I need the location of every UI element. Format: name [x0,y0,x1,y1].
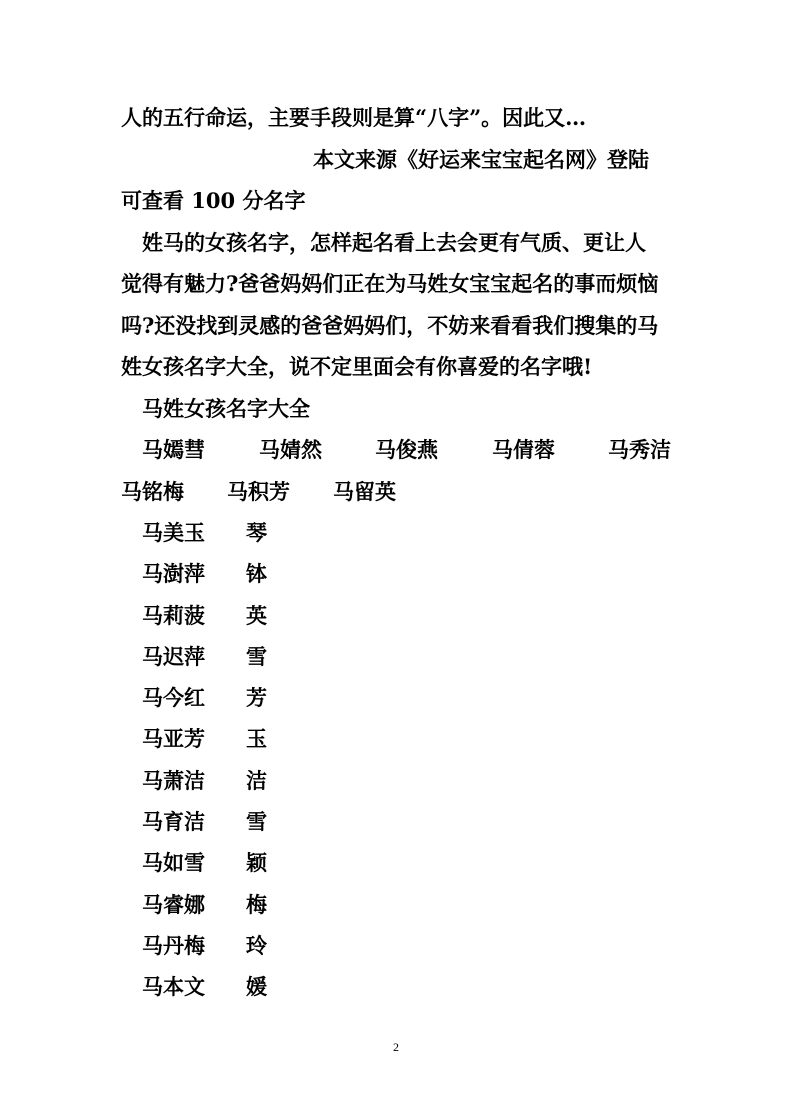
name-list [142,519,342,1015]
list-item [142,973,342,1014]
name-item: 马秀洁 [608,437,671,462]
list-name: 马萧洁 [142,767,205,793]
intro-line-2: 觉得有魅力?爸爸妈妈们正在为马姓女宝宝起名的事而烦恼 [121,271,659,296]
name-item: 马留英 [333,479,396,504]
list-name: 马澍萍 [142,561,205,587]
list-name: 马育洁 [142,809,205,835]
list-item [142,767,342,808]
list-name: 马本文 [142,974,205,1000]
intro-line-4: 姓女孩名字大全，说不定里面会有你喜爱的名字哦! [121,354,593,379]
name-item: 马嫣彗 [142,437,205,462]
list-char: 颖 [246,850,267,876]
name-item: 马积芳 [227,479,290,504]
list-name: 马莉菠 [142,602,205,628]
names-row-2 [121,478,521,506]
list-item [142,849,342,890]
list-char: 芳 [246,685,267,711]
list-name: 马如雪 [142,850,205,876]
list-char: 英 [246,602,267,628]
list-name: 马睿娜 [142,891,205,917]
list-char: 媛 [246,974,267,1000]
list-item [142,643,342,684]
section-heading: 马姓女孩名字大全 [142,396,310,421]
source-line: 本文来源《好运来宝宝起名网》登陆 [313,147,649,172]
list-char: 梅 [246,891,267,917]
list-char: 钵 [246,561,267,587]
list-item [142,808,342,849]
name-item: 马俊燕 [375,437,438,462]
intro-line-3: 吗?还没找到灵感的爸爸妈妈们，不妨来看看我们搜集的马 [121,313,659,338]
list-item [142,684,342,725]
names-row-1 [142,436,682,464]
list-char: 洁 [246,767,267,793]
list-char: 雪 [246,809,267,835]
intro-line-1: 姓马的女孩名字，怎样起名看上去会更有气质、更让人 [142,230,646,255]
list-item [142,932,342,973]
name-item: 马铭梅 [121,479,184,504]
list-name: 马丹梅 [142,932,205,958]
name-item: 马倩蓉 [492,437,555,462]
list-name: 马迟萍 [142,643,205,669]
name-item: 马婧然 [259,437,322,462]
text-line-1: 人的五行命运，主要手段则是算“八字”。因此又… [121,105,587,130]
list-item [142,519,342,560]
list-name: 马亚芳 [142,726,205,752]
text-line-3: 可查看 100 分名字 [121,188,306,213]
list-char: 雪 [246,643,267,669]
list-name: 马今红 [142,685,205,711]
list-item [142,891,342,932]
list-item [142,560,342,601]
page-number: 2 [393,1040,399,1054]
list-char: 玲 [246,932,267,958]
list-name: 马美玉 [142,520,205,545]
list-char: 玉 [246,726,267,752]
list-item [142,725,342,766]
list-char: 琴 [246,520,267,545]
list-item [142,602,342,643]
